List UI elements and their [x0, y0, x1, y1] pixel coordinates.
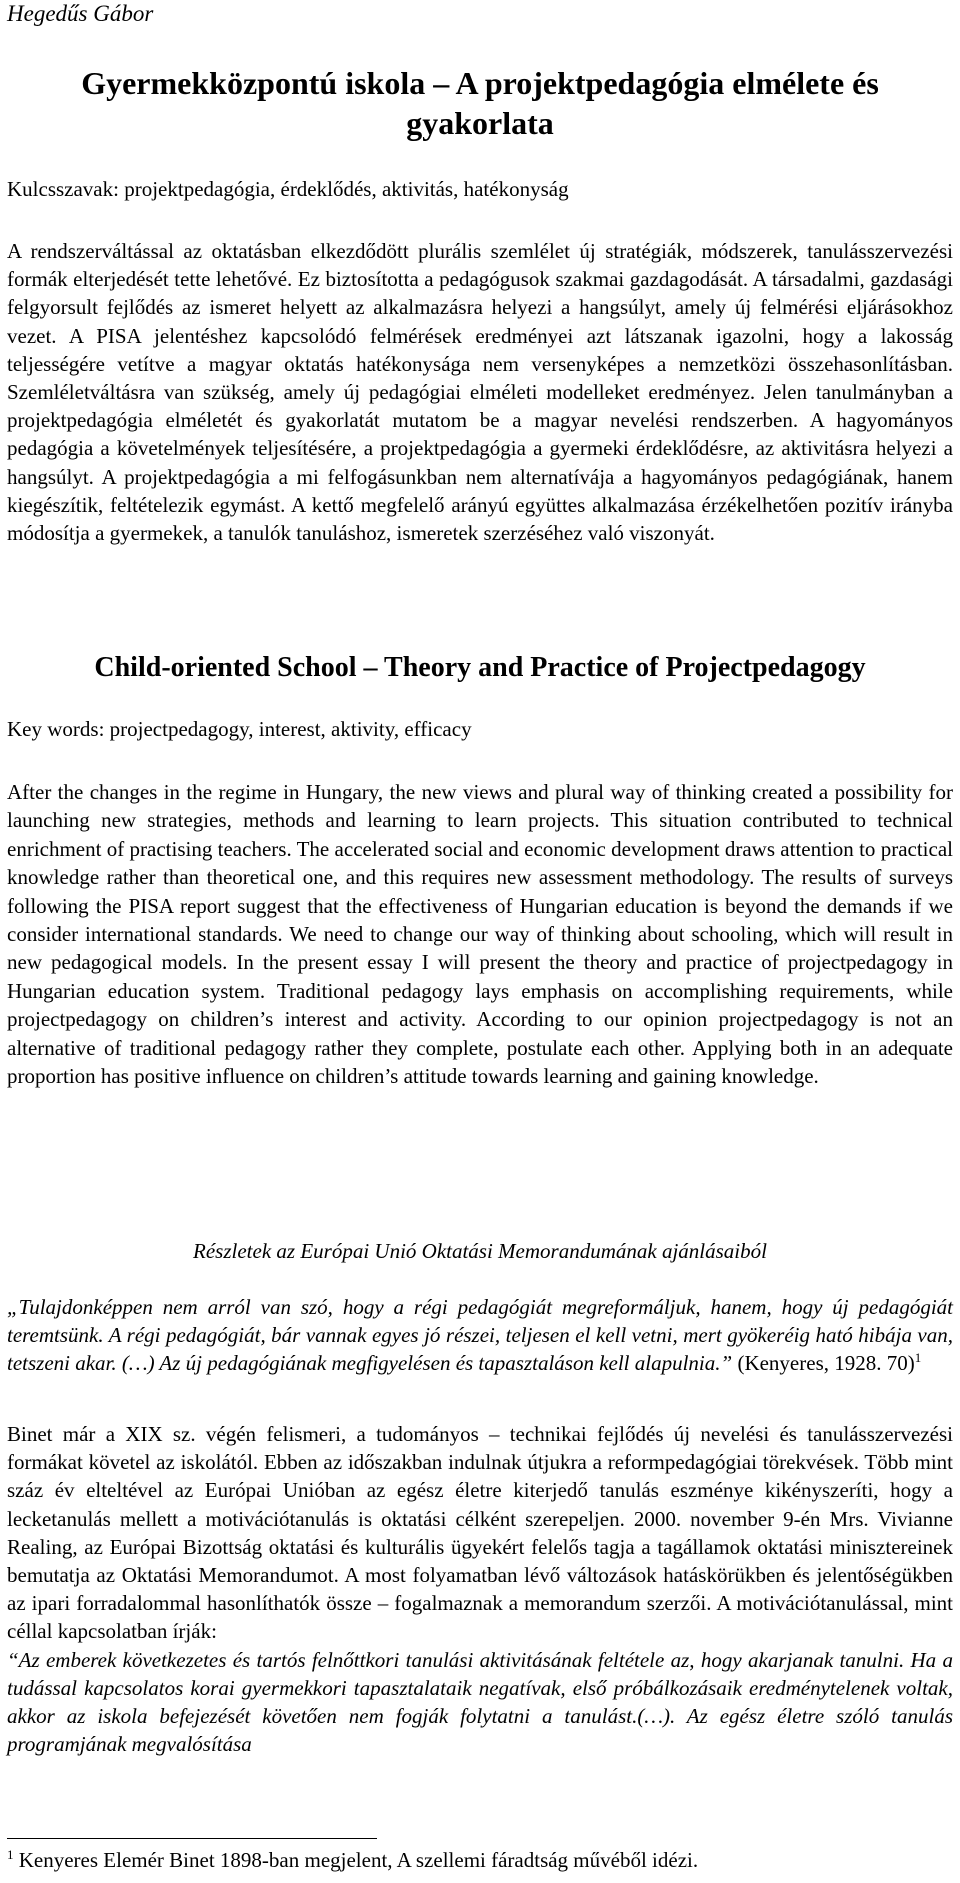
- footnote-reference[interactable]: 1: [914, 1350, 922, 1366]
- body-text: Binet már a XIX sz. végén felismeri, a tudományos – technikai fejlődés új nevelési és tanulásszervezési formákat követel az iskolától. Ebben az időszakban indulnak útjukra a reformpedagógiai törekvések. Több mint száz év elteltével az Európai Unióban az egész életre kiterjedő tanulás eszménye kikényszeríti, hogy a lecketanulás mellett a motivációtanulás is oktatási célként szerepeljen. 2000. november 9-én Mrs. Vivianne Realing, az Európai Bizottság oktatási és kulturális ügyekért felelős tagja a tagállamok oktatási minisztereinek bemutatja az Oktatási Memorandumot. A most folyamatban lévő változások hatáskörükben és jelentőségükben az ipari forradalommal hasonlíthatók össze – fogalmaznak a memorandum szerzői. A motivációtanulással, mint céllal kapcsolatban írják:: [7, 1422, 953, 1644]
- abstract-hu: A rendszerváltással az oktatásban elkezdődött plurális szemlélet új stratégiák, módszerek, tanulásszervezési formák elterjedését tette lehetővé. Ez biztosította a pedagógusok szakmai gazdagodását. A társadalmi, gazdasági felgyorsult fejlődés az ismeret helyett az alkalmazásra helyezi a hangsúlyt, amely új felmérési eljárásokhoz vezet. A PISA jelentéshez kapcsolódó felmérések eredményei azt látszanak igazolni, hogy a lakosság teljességére vetítve a magyar oktatás hatékonysága nem versenyképes a nemzetközi összehasonlításban. Szemléletváltásra van szükség, amely új pedagógiai elméleti modelleket eredményez. Jelen tanulmányban a projektpedagógia elméletét és gyakorlatát mutatom be a magyar nevelési rendszerben. A hagyományos pedagógia a követelmények teljesítésére, a projektpedagógia a gyermeki érdeklődésre, az aktivitásra helyezi a hangsúlyt. A projektpedagógia a mi felfogásunkban nem alternatívája a hagyományos pedagógiának, hanem kiegészítik, feltételezik egymást. A kettő megfelelő arányú együttes alkalmazása érzékelhetően pozitív irányba módosítja a gyermekek, a tanulók tanuláshoz, ismeretek szerzéséhez való viszonyát.: [7, 239, 953, 546]
- keywords-en: Key words: projectpedagogy, interest, aktivity, efficacy: [7, 717, 472, 741]
- footnote-divider: [7, 1838, 377, 1839]
- author-name: Hegedűs Gábor: [7, 1, 154, 26]
- body-quote: “Az emberek következetes és tartós felnőttkori tanulási aktivitásának feltétele az, hogy akarjanak tanulni. Ha a tudással kapcsolatos korai gyermekkori tapasztalataik negatívak, első próbálkozásaik eredménytelenek voltak, akkor az iskola befejezését követően nem fogják folytatni a tanulást.(…). Az egész életre szóló tanulás programjának megvalósítása: [7, 1647, 953, 1757]
- quote-text: „Tulajdonképpen nem arról van szó, hogy a régi pedagógiát megreformáljuk, hanem, hogy új pedagógiát teremtsünk. A régi pedagógiát, bár vannak egyes jó részei, teljesen el kell vetni, mert gyökeréig ható hibája van, tetszeni akar. (…) Az új pedagógiának megfigyelésen és tapasztaláson kell alapulnia.”: [7, 1295, 953, 1376]
- quote-paragraph: [7, 1293, 953, 1378]
- footnote-mark: 1: [7, 1847, 14, 1862]
- section-subtitle: Részletek az Európai Unió Oktatási Memorandumának ajánlásaiból: [193, 1239, 767, 1263]
- keywords-hu: Kulcsszavak: projektpedagógia, érdeklődés, aktivitás, hatékonyság: [7, 177, 569, 201]
- body-paragraph: [7, 1420, 953, 1758]
- footnote-text: Kenyeres Elemér Binet 1898-ban megjelent, A szellemi fáradtság művéből idézi.: [13, 1848, 699, 1872]
- footnote: [7, 1846, 698, 1874]
- english-title: Child-oriented School – Theory and Practice of Projectpedagogy: [94, 652, 866, 683]
- page-title: Gyermekközpontú iskola – A projektpedagógia elmélete és gyakorlata: [81, 65, 879, 141]
- quote-citation: (Kenyeres, 1928. 70): [732, 1351, 915, 1376]
- abstract-en: After the changes in the regime in Hungary, the new views and plural way of thinking created a possibility for launching new strategies, methods and learning to learn projects. This situation contributed to technical enrichment of practising teachers. The accelerated social and economic development draws attention to practical knowledge rather than theoretical one, and this requires new assessment methodology. The results of surveys following the PISA report suggest that the effectiveness of Hungarian education is beyond the demands if we consider international standards. We need to change our way of thinking about schooling, which will result in new pedagogical models. In the present essay I will present the theory and practice of projectpedagogy in Hungarian education system. Traditional pedagogy lays emphasis on accomplishing requirements, while projectpedagogy on children’s interest and activity. According to our opinion projectpedagogy is not an alternative of traditional pedagogy rather they complete, postulate each other. Applying both in an adequate proportion has positive influence on children’s attitude towards learning and gaining knowledge.: [7, 780, 953, 1089]
